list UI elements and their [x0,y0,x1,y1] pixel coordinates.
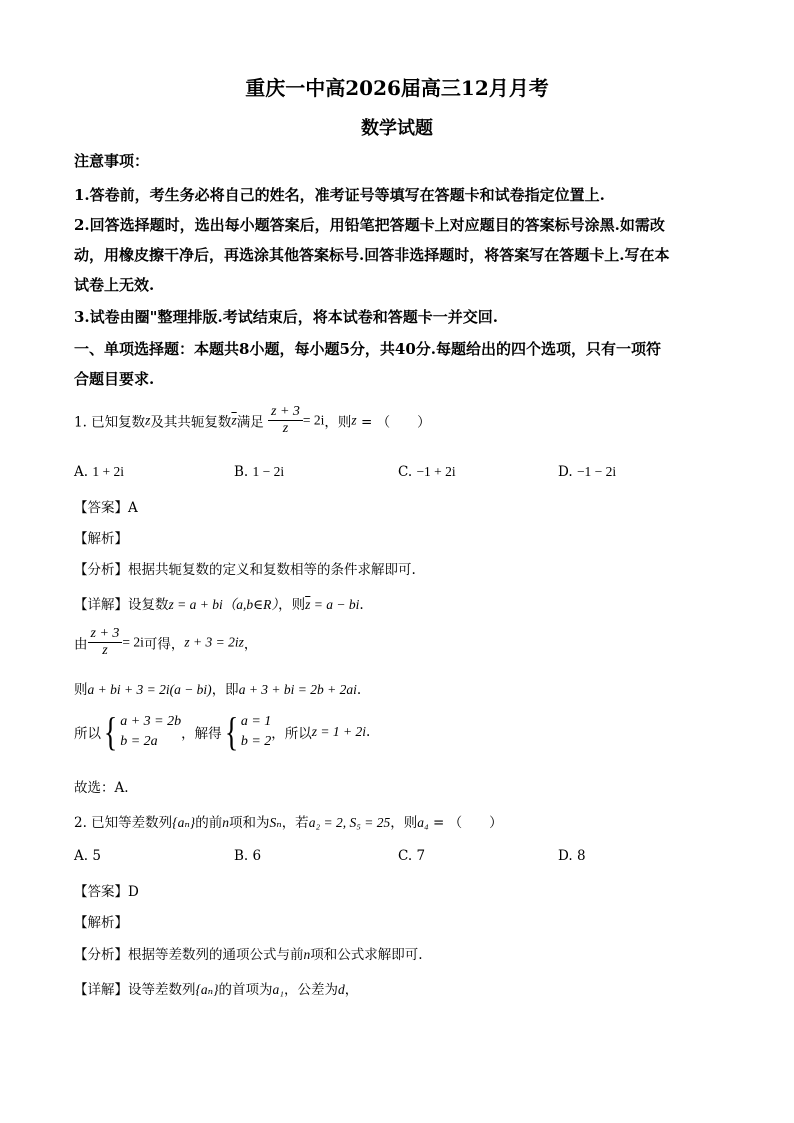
equation-system-1: a + 3 = 2b b = 2a [120,714,182,749]
question-1-step-2: 由 $\frac{z + 3}{z}$ = 2i可得，z + 3 = 2iz， [74,626,258,658]
question-2-stem: 2. 已知等差数列{aₙ}的前n项和为Sₙ，若a₂ = 2, S₅ = 25，则a₄ = （ ） [74,815,503,831]
notice-heading: 注意事项： [74,152,150,170]
notice-item-2-line-2: 动，用橡皮擦干净后，再选涂其他答案标号.回答非选择题时，将答案写在答题卡上.写在本 [74,246,670,264]
question-1-option-b: B. 1 − 2i [234,464,285,480]
section-1-heading-line-2: 合题目要求. [74,370,155,388]
exam-subtitle: 数学试题 [361,118,433,139]
notice-item-3: 3.试卷由圈"整理排版.考试结束后，将本试卷和答题卡一并交回. [74,308,498,326]
question-1-conclusion: 故选：A. [74,780,129,796]
step-2-fraction: $\frac{z + 3}{z}$ [88,626,123,659]
left-brace-2: { [224,709,238,754]
question-2-option-c: C. 7 [398,848,426,864]
question-2-option-a: A. 5 [74,848,101,864]
question-1-fenxi: 【分析】根据共轭复数的定义和复数相等的条件求解即可. [74,562,416,578]
question-2-fenxi: 【分析】根据等差数列的通项公式与前n项和公式求解即可. [74,947,423,963]
question-1-step-4: 所以{ a + 3 = 2b b = 2a ，解得{ a = 1 b = 2 ，所以z = 1 + 2i. [74,709,371,754]
question-1-option-a: A. 1 + 2i [74,464,124,480]
question-1-step-1: 【详解】设复数z = a + bi（a,b∈R），则$\overline{z} = a$ − bi. [74,597,364,613]
equation-system-2: a = 1 b = 2 [240,714,272,749]
left-brace-1: { [103,709,118,754]
question-1-option-c: C. −1 + 2i [398,464,456,480]
question-1-stem: 1. 已知复数z及其共轭复数$\overline{z}$满足 $\frac{z + 3}{z}$ = 2i，则z = （ ） [74,404,431,436]
notice-item-2-line-3: 试卷上无效. [74,276,155,294]
question-2-step-1: 【详解】设等差数列{aₙ}的首项为a₁，公差为d， [74,982,359,998]
question-1-fraction: $\frac{z + 3}{z}$ [268,404,303,437]
question-2-analysis-tag: 【解析】 [74,915,128,931]
notice-item-2-line-1: 2.回答选择题时，选出每小题答案后，用铅笔把答题卡上对应题目的答案标号涂黑.如需改 [74,216,665,234]
question-2-option-b: B. 6 [234,848,262,864]
notice-item-1: 1.答卷前，考生务必将自己的姓名，准考证号等填写在答题卡和试卷指定位置上. [74,186,605,204]
question-2-option-d: D. 8 [558,848,586,864]
exam-title: 重庆一中高2026届高三12月月考 [245,76,549,100]
section-1-heading-line-1: 一、单项选择题：本题共8小题，每小题5分，共40分.每题给出的四个选项，只有一项符 [74,340,661,358]
question-1-step-3: 则a + bi + 3 = 2i(a − bi)，即a + 3 + bi = 2b + 2ai. [74,682,362,698]
question-1-answer: 【答案】A [74,500,138,516]
question-2-answer: 【答案】D [74,884,139,900]
question-1-option-d: D. −1 − 2i [558,464,617,480]
question-1-analysis-tag: 【解析】 [74,531,128,547]
conjugate-expression: $\overline{z} = a$ − bi [305,597,360,612]
